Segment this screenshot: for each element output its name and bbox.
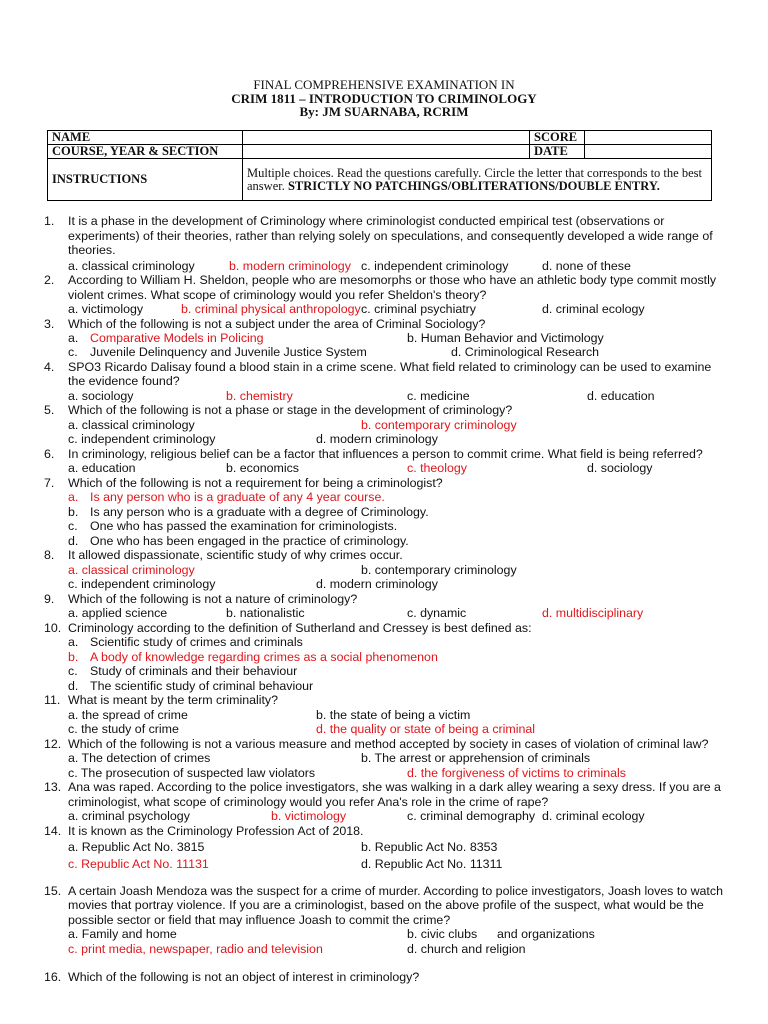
choice-a[interactable]: a. sociology [68,389,134,403]
choice-letter: d. [68,679,79,693]
choice-d[interactable]: d. sociology [587,461,653,475]
choice-letter: b. [68,650,79,664]
question-text: Which of the following is not a phase or stage in the development of criminology? [68,403,513,417]
choice-c[interactable]: c. medicine [407,389,470,403]
choice-a[interactable]: a. classical criminology [68,259,195,273]
question-text: violent crimes. What scope of criminology would you refer Sheldon's theory? [68,288,487,302]
choice-b-answer[interactable]: b. criminal physical anthropology [181,302,361,316]
choice-a[interactable]: a. Family and home [68,927,177,941]
choice-d[interactable]: One who has been engaged in the practice of criminology. [90,534,409,548]
choice-d-answer[interactable]: d. the quality or state of being a criminal [316,722,536,736]
choice-a[interactable]: a. Republic Act No. 3815 [68,840,205,854]
info-table [47,130,712,201]
question-number: 5. [44,403,55,417]
choice-d[interactable]: d. Criminological Research [451,345,600,359]
choice-letter: c. [68,664,78,678]
question-number: 3. [44,317,55,331]
choice-d[interactable]: The scientific study of criminal behaviour [90,679,314,693]
choice-a[interactable]: Scientific study of crimes and criminals [90,635,303,649]
date-field[interactable] [585,145,712,159]
question-text: SPO3 Ricardo Dalisay found a blood stain in a crime scene. What field related to criminology can be used to examine [68,360,712,374]
choice-b-answer[interactable]: b. chemistry [226,389,293,403]
choice-c-answer[interactable]: c. print media, newspaper, radio and television [68,942,323,956]
choice-letter: a. [68,331,79,345]
choice-c[interactable]: One who has passed the examination for criminologists. [90,519,398,533]
choice-b[interactable]: b. the state of being a victim [316,708,471,722]
choice-d[interactable]: d. modern criminology [316,432,438,446]
instructions-text: Multiple choices. Read the questions carefully. Circle the letter that corresponds to the best answer. [247,165,702,193]
choice-d-answer[interactable]: d. the forgiveness of victims to criminals [407,766,626,780]
score-label: SCORE [530,131,585,145]
question-number: 10. [44,621,62,635]
choice-letter: a. [68,490,79,504]
question-text: Criminology according to the definition of Sutherland and Cressey is best defined as: [68,621,532,635]
choice-d[interactable]: d. none of these [542,259,631,273]
question-text: possible sector or field that may influence Joash to commit the crime? [68,913,451,927]
question-text: Which of the following is not an object of interest in criminology? [68,970,420,984]
choice-a-answer[interactable]: a. classical criminology [68,563,195,577]
choice-c-answer[interactable]: c. Republic Act No. 11131 [68,857,209,871]
choice-letter: d. [68,534,79,548]
question-number: 1. [44,214,55,228]
choice-b-answer[interactable]: b. modern criminology [229,259,351,273]
author-line: By: JM SUARNABA, RCRIM [299,104,469,119]
choice-a[interactable]: a. victimology [68,302,144,316]
name-label: NAME [48,131,243,145]
choice-letter: c. [68,519,78,533]
choice-a[interactable]: a. applied science [68,606,168,620]
question-text: It is known as the Criminology Profession Act of 2018. [68,824,364,838]
score-field[interactable] [585,131,712,145]
date-label: DATE [530,145,585,159]
choice-a[interactable]: a. criminal psychology [68,809,190,823]
choice-c-answer[interactable]: c. theology [407,461,467,475]
choice-b-answer[interactable]: A body of knowledge regarding crimes as a social phenomenon [90,650,438,664]
choice-c[interactable]: Study of criminals and their behaviour [90,664,298,678]
question-number: 7. [44,476,55,490]
question-text: the evidence found? [68,374,180,388]
choice-b[interactable]: b. The arrest or apprehension of criminals [361,751,591,765]
course-field[interactable] [243,145,530,159]
choice-a[interactable]: a. The detection of crimes [68,751,211,765]
choice-b[interactable]: b. Human Behavior and Victimology [407,331,604,345]
choice-b-answer[interactable]: b. contemporary criminology [361,418,517,432]
question-number: 12. [44,737,62,751]
question-text: In criminology, religious belief can be a factor that influences a person to commit crime. What field is being referred? [68,447,703,461]
question-text: theories. [68,243,116,257]
choice-d[interactable]: d. education [587,389,655,403]
question-text: Ana was raped. According to the police investigators, she was walking in a dark alley wearing a sexy dress. If you are a [68,780,721,794]
question-number: 4. [44,360,55,374]
name-field[interactable] [243,131,530,145]
question-text: experiments) of their theories, rather than relying solely on speculations, and consequently developed a wide range of [68,229,713,243]
question-number: 9. [44,592,55,606]
question-number: 16. [44,970,62,984]
question-number: 2. [44,273,55,287]
question-number: 11. [44,693,61,707]
choice-d-answer[interactable]: d. multidisciplinary [542,606,644,620]
choice-a[interactable]: a. the spread of crime [68,708,188,722]
course-label: COURSE, YEAR & SECTION [48,145,243,159]
question-text: Which of the following is not a requirement for being a criminologist? [68,476,443,490]
choice-c[interactable]: c. criminal demography [407,809,536,823]
choice-letter: a. [68,635,79,649]
choice-a-answer[interactable]: Comparative Models in Policing [90,331,264,345]
choice-b[interactable]: b. civic clubs [407,927,478,941]
choice-d[interactable]: d. Republic Act No. 11311 [361,857,503,871]
choice-d[interactable]: d. criminal ecology [542,809,645,823]
choice-c[interactable]: Juvenile Delinquency and Juvenile Justice System [90,345,367,359]
question-number: 14. [44,824,62,838]
instructions-label: INSTRUCTIONS [48,159,243,201]
question-number: 8. [44,548,55,562]
choice-c[interactable]: c. criminal psychiatry [361,302,476,316]
question-text: It allowed dispassionate, scientific study of why crimes occur. [68,548,403,562]
question-text: Which of the following is not a nature of criminology? [68,592,358,606]
choice-b[interactable]: b. nationalistic [226,606,305,620]
question-text: Which of the following is not a various measure and method accepted by society in cases of violation of criminal law? [68,737,709,751]
question-text: movies that portray violence. If you are a criminologist, based on the above profile of the suspect, what would be the [68,898,704,912]
choice-b-answer[interactable]: b. victimology [271,809,347,823]
question-number: 6. [44,447,55,461]
choice-c[interactable]: c. dynamic [407,606,467,620]
choice-c[interactable]: c. the study of crime [68,722,179,736]
choice-b[interactable]: b. economics [226,461,300,475]
choice-d[interactable]: d. modern criminology [316,577,438,591]
choice-b-continued[interactable]: and organizations [497,927,595,941]
question-text: criminologist, what scope of criminology would you refer Ana's role in the crime of rape? [68,795,549,809]
choice-c[interactable]: c. The prosecution of suspected law violators [68,766,316,780]
question-number: 13. [44,780,62,794]
choice-a[interactable]: a. education [68,461,136,475]
choice-a[interactable]: a. classical criminology [68,418,195,432]
question-text: It is a phase in the development of Criminology where criminologist conducted empirical test (observations or [68,214,665,228]
question-text: A certain Joash Mendoza was the suspect for a crime of murder. According to police investigators, Joash loves to watch [68,884,723,898]
choice-letter: b. [68,505,79,519]
instructions-warning: STRICTLY NO PATCHINGS/OBLITERATIONS/DOUBLE ENTRY. [287,178,660,193]
choice-c[interactable]: c. independent criminology [68,432,216,446]
choice-a-answer[interactable]: Is any person who is a graduate of any 4 year course. [90,490,385,504]
choice-c[interactable]: c. independent criminology [68,577,216,591]
question-text: What is meant by the term criminality? [68,693,279,707]
choice-d[interactable]: d. church and religion [407,942,526,956]
question-number: 15. [44,884,62,898]
choice-b[interactable]: b. Republic Act No. 8353 [361,840,498,854]
choice-b[interactable]: b. contemporary criminology [361,563,517,577]
instructions-cell [243,159,712,201]
choice-d[interactable]: d. criminal ecology [542,302,645,316]
question-text: Which of the following is not a subject under the area of Criminal Sociology? [68,317,486,331]
exam-title: FINAL COMPREHENSIVE EXAMINATION IN [253,77,515,92]
choice-letter: c. [68,345,78,359]
course-title: CRIM 1811 – INTRODUCTION TO CRIMINOLOGY [231,91,537,106]
question-text: According to William H. Sheldon, people who are mesomorphs or those who have an athletic body type commit mostly [68,273,717,287]
choice-c[interactable]: c. independent criminology [361,259,509,273]
choice-b[interactable]: Is any person who is a graduate with a degree of Criminology. [90,505,429,519]
